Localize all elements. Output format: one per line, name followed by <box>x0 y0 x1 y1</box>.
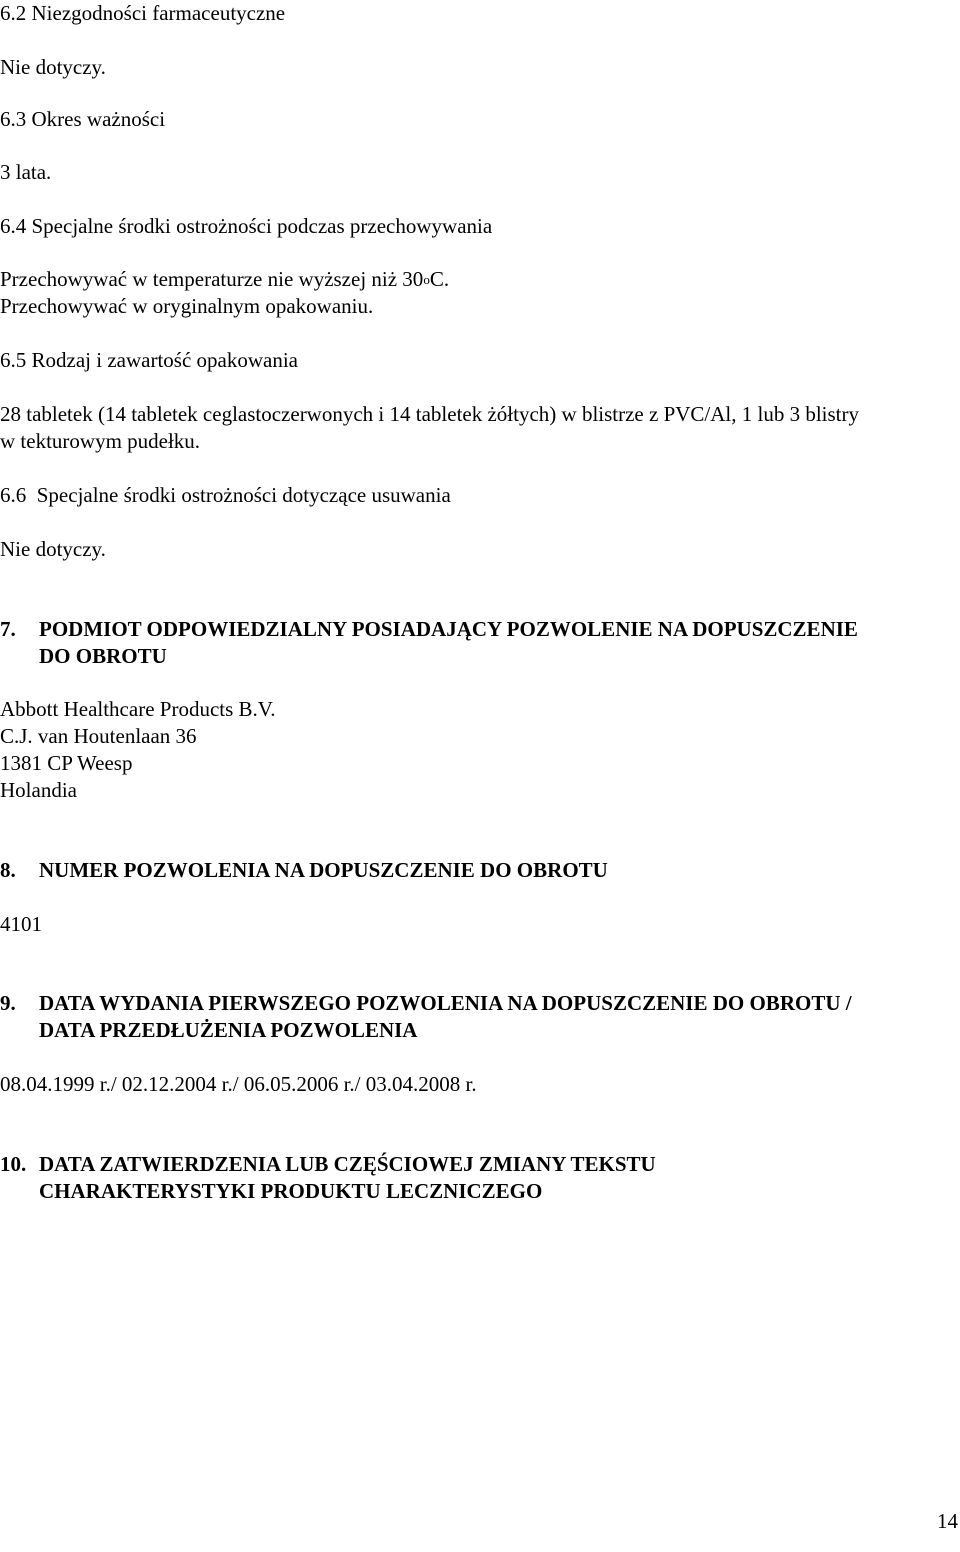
section-9-title-line-2: DATA PRZEDŁUŻENIA POZWOLENIA <box>39 1018 418 1042</box>
section-9-title-line-1: DATA WYDANIA PIERWSZEGO POZWOLENIA NA DOPUSZCZENIE DO OBROTU / <box>39 991 852 1015</box>
section-6-5-heading: 6.5 Rodzaj i zawartość opakowania <box>0 348 298 372</box>
authorization-number: 4101 <box>0 912 42 936</box>
address-street: C.J. van Houtenlaan 36 <box>0 724 197 748</box>
page-number: 14 <box>937 1509 958 1533</box>
storage-temperature-main: Przechowywać w temperaturze nie wyższej niż 30 <box>0 267 424 291</box>
section-7-title-line-1: PODMIOT ODPOWIEDZIALNY POSIADAJĄCY POZWOLENIE NA DOPUSZCZENIE <box>39 617 858 641</box>
authorization-dates: 08.04.1999 r./ 02.12.2004 r./ 06.05.2006 r./ 03.04.2008 r. <box>0 1072 477 1096</box>
section-6-2-heading: 6.2 Niezgodności farmaceutyczne <box>0 1 286 25</box>
address-city: 1381 CP Weesp <box>0 751 133 775</box>
storage-temperature-text <box>0 266 449 293</box>
section-10-title-line-1: DATA ZATWIERDZENIA LUB CZĘŚCIOWEJ ZMIANY TEKSTU <box>39 1152 656 1176</box>
section-9-number: 9. <box>0 991 16 1015</box>
address-company: Abbott Healthcare Products B.V. <box>0 697 276 721</box>
section-6-3-text: 3 lata. <box>0 160 52 184</box>
section-10-title-line-2: CHARAKTERYSTYKI PRODUKTU LECZNICZEGO <box>39 1179 543 1203</box>
section-6-6-heading: 6.6 Specjalne środki ostrożności dotyczące usuwania <box>0 483 451 507</box>
section-10-number: 10. <box>0 1152 27 1176</box>
section-6-6-text: Nie dotyczy. <box>0 537 106 561</box>
section-8-title: NUMER POZWOLENIA NA DOPUSZCZENIE DO OBROTU <box>39 858 608 882</box>
package-contents-line-1: 28 tabletek (14 tabletek ceglastoczerwonych i 14 tabletek żółtych) w blistrze z PVC/Al, 1 lub 3 blistry <box>0 402 860 426</box>
section-6-4-heading: 6.4 Specjalne środki ostrożności podczas przechowywania <box>0 214 493 238</box>
section-8-number: 8. <box>0 858 16 882</box>
section-6-2-text: Nie dotyczy. <box>0 55 106 79</box>
section-7-title-line-2: DO OBROTU <box>39 644 167 668</box>
degree-superscript: o <box>423 272 430 287</box>
section-7-number: 7. <box>0 617 16 641</box>
storage-temperature-unit: C. <box>429 267 450 291</box>
storage-package-text: Przechowywać w oryginalnym opakowaniu. <box>0 294 374 318</box>
section-6-3-heading: 6.3 Okres ważności <box>0 107 166 131</box>
address-country: Holandia <box>0 778 77 802</box>
package-contents-line-2: w tekturowym pudełku. <box>0 429 201 453</box>
